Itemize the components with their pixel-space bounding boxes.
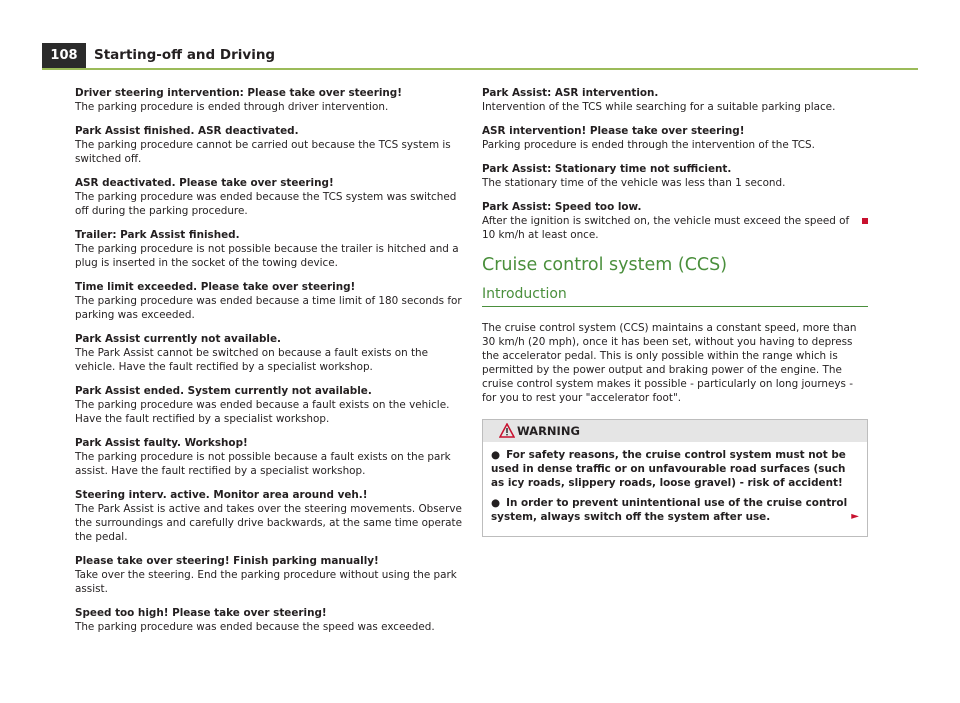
message-text: After the ignition is switched on, the vehicle must exceed the speed of 10 km/h at least once.: [482, 215, 850, 241]
right-column: [482, 86, 868, 537]
message-entry: [75, 436, 465, 478]
message-title: Park Assist: Stationary time not sufficient.: [482, 163, 732, 175]
message-text: The Park Assist is active and takes over the steering movements. Observe the surroundings and carefully drive backwards, at the same time operate the pedal.: [75, 503, 463, 543]
bullet: ●: [491, 497, 501, 509]
message-entry: [75, 124, 465, 166]
message-title: Please take over steering! Finish parking manually!: [75, 555, 379, 567]
message-text: The parking procedure was ended because the speed was exceeded.: [75, 621, 435, 633]
message-text: The parking procedure was ended because a fault exists on the vehicle. Have the fault rectified by a specialist workshop.: [75, 399, 450, 425]
message-entry: [75, 332, 465, 374]
message-entry: [75, 606, 465, 634]
message-text: Intervention of the TCS while searching for a suitable parking place.: [482, 101, 836, 113]
message-text: Take over the steering. End the parking procedure without using the park assist.: [75, 569, 457, 595]
warning-item: [491, 448, 859, 490]
page-number: 108: [42, 43, 86, 68]
message-text-with-end-mark: [482, 214, 868, 242]
message-title: Time limit exceeded. Please take over steering!: [75, 281, 356, 293]
warning-box: [482, 419, 868, 537]
message-entry: [482, 162, 868, 190]
message-text: The parking procedure was ended because a time limit of 180 seconds for parking was exceeded.: [75, 295, 462, 321]
message-text: The parking procedure was ended because the TCS system was switched off during the parking procedure.: [75, 191, 457, 217]
warning-body: [483, 442, 867, 536]
left-column: [75, 86, 465, 644]
message-entry: [75, 554, 465, 596]
message-title: Park Assist finished. ASR deactivated.: [75, 125, 299, 137]
message-text: The stationary time of the vehicle was less than 1 second.: [482, 177, 786, 189]
message-entry: [75, 384, 465, 426]
message-title: Speed too high! Please take over steering!: [75, 607, 327, 619]
message-text: The parking procedure is not possible because the trailer is hitched and a plug is inserted in the socket of the towing device.: [75, 243, 459, 269]
continued-arrow-icon: ►: [851, 511, 859, 522]
cruise-heading: Cruise control system (CCS): [482, 255, 728, 275]
message-text: The parking procedure cannot be carried out because the TCS system is switched off.: [75, 139, 451, 165]
message-entry: [75, 488, 465, 544]
warning-label: WARNING: [517, 424, 580, 438]
warning-item: [491, 496, 859, 524]
intro-paragraph: The cruise control system (CCS) maintains a constant speed, more than 30 km/h (20 mph), once it has been set, without you having to depress the accelerator pedal. This is only possible within the range which is permitted by the power output and braking power of the engine. The cruise control system makes it possible - particularly on long journeys - for you to rest your "accelerator foot".: [482, 322, 857, 404]
message-entry: [482, 86, 868, 114]
message-text: The parking procedure is ended through driver intervention.: [75, 101, 389, 113]
message-text: The Park Assist cannot be switched on because a fault exists on the vehicle. Have the fault rectified by a specialist workshop.: [75, 347, 429, 373]
message-title: Driver steering intervention: Please take over steering!: [75, 87, 402, 99]
section-title: Starting-off and Driving: [94, 47, 276, 63]
warning-header: [483, 420, 867, 442]
message-title: Park Assist faulty. Workshop!: [75, 437, 248, 449]
message-title: Park Assist ended. System currently not available.: [75, 385, 372, 397]
message-title: ASR deactivated. Please take over steering!: [75, 177, 334, 189]
warning-item-text: In order to prevent unintentional use of the cruise control system, always switch off the system after use.: [491, 497, 848, 523]
message-entry: [75, 280, 465, 322]
bullet: ●: [491, 449, 501, 461]
message-entry: [75, 228, 465, 270]
warning-triangle-icon: [499, 423, 515, 445]
message-title: Park Assist: Speed too low.: [482, 201, 642, 213]
message-title: Steering interv. active. Monitor area around veh.!: [75, 489, 368, 501]
message-entry: [75, 86, 465, 114]
message-title: ASR intervention! Please take over steering!: [482, 125, 745, 137]
message-title: Trailer: Park Assist finished.: [75, 229, 240, 241]
intro-subheading: Introduction: [482, 284, 868, 307]
message-entry: [482, 124, 868, 152]
message-entry: [75, 176, 465, 218]
section-end-mark: [862, 218, 868, 224]
message-entry: [482, 200, 868, 242]
message-title: Park Assist currently not available.: [75, 333, 281, 345]
message-title: Park Assist: ASR intervention.: [482, 87, 659, 99]
message-text: The parking procedure is not possible because a fault exists on the park assist. Have the fault rectified by a specialist workshop.: [75, 451, 451, 477]
warning-item-text: For safety reasons, the cruise control system must not be used in dense traffic or on unfavourable road surfaces (such as icy roads, slippery roads, loose gravel) - risk of accident!: [491, 449, 846, 489]
message-text: Parking procedure is ended through the intervention of the TCS.: [482, 139, 815, 151]
